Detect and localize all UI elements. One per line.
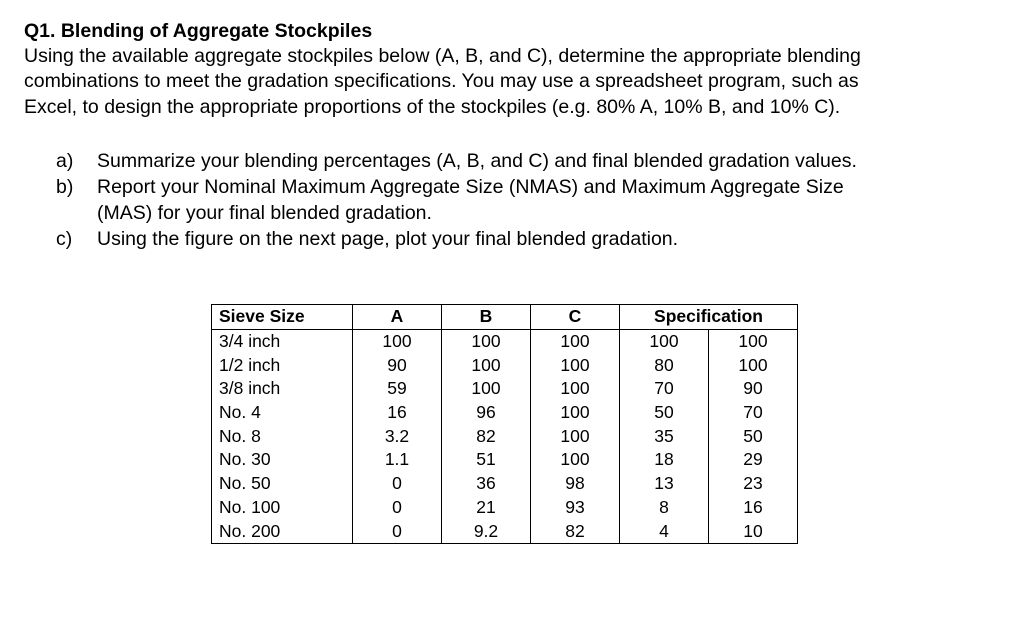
intro-line: combinations to meet the gradation specifications. You may use a spreadsheet program, such as <box>24 70 859 93</box>
b-cell: 21 <box>442 496 531 520</box>
c-cell: 98 <box>531 472 620 496</box>
task-b <box>56 174 857 226</box>
sieve-size-cell: No. 8 <box>212 424 353 448</box>
spec-max-cell: 23 <box>709 472 798 496</box>
task-marker: b) <box>56 176 74 198</box>
sieve-size-cell: 3/4 inch <box>212 329 353 353</box>
a-cell: 1.1 <box>353 448 442 472</box>
sieve-size-cell: 3/8 inch <box>212 377 353 401</box>
spec-max-cell: 50 <box>709 424 798 448</box>
spec-min-cell: 13 <box>620 472 709 496</box>
spec-min-cell: 80 <box>620 353 709 377</box>
c-cell: 93 <box>531 496 620 520</box>
task-marker: c) <box>56 228 73 250</box>
table-row <box>212 424 798 448</box>
table-row <box>212 401 798 425</box>
task-line: Summarize your blending percentages (A, B, and C) and final blended gradation values. <box>97 150 857 172</box>
a-cell: 90 <box>353 353 442 377</box>
a-cell: 0 <box>353 472 442 496</box>
sieve-size-cell: No. 30 <box>212 448 353 472</box>
a-cell: 0 <box>353 519 442 543</box>
c-cell: 100 <box>531 401 620 425</box>
gradation-table <box>211 304 798 544</box>
b-cell: 51 <box>442 448 531 472</box>
task-line: Using the figure on the next page, plot your final blended gradation. <box>97 228 679 250</box>
c-cell: 100 <box>531 377 620 401</box>
spec-min-cell: 4 <box>620 519 709 543</box>
b-cell: 96 <box>442 401 531 425</box>
sieve-size-cell: No. 50 <box>212 472 353 496</box>
spec-max-cell: 10 <box>709 519 798 543</box>
task-line: (MAS) for your final blended gradation. <box>97 202 432 224</box>
spec-min-cell: 35 <box>620 424 709 448</box>
spec-max-cell: 100 <box>709 353 798 377</box>
sieve-size-cell: 1/2 inch <box>212 353 353 377</box>
a-cell: 16 <box>353 401 442 425</box>
question-title: Q1. Blending of Aggregate Stockpiles <box>24 20 373 42</box>
task-line: Report your Nominal Maximum Aggregate Size (NMAS) and Maximum Aggregate Size <box>97 176 844 198</box>
intro-line: Using the available aggregate stockpiles below (A, B, and C), determine the appropriate blending <box>24 45 861 67</box>
header-c: C <box>531 305 620 330</box>
spec-min-cell: 18 <box>620 448 709 472</box>
b-cell: 36 <box>442 472 531 496</box>
sieve-size-cell: No. 200 <box>212 519 353 543</box>
table-row <box>212 377 798 401</box>
c-cell: 82 <box>531 519 620 543</box>
table-row <box>212 329 798 353</box>
spec-min-cell: 50 <box>620 401 709 425</box>
spec-max-cell: 90 <box>709 377 798 401</box>
task-a <box>56 148 857 174</box>
task-marker: a) <box>56 150 74 172</box>
c-cell: 100 <box>531 329 620 353</box>
sieve-size-cell: No. 100 <box>212 496 353 520</box>
table-header-row <box>212 305 798 330</box>
spec-min-cell: 70 <box>620 377 709 401</box>
b-cell: 100 <box>442 377 531 401</box>
a-cell: 0 <box>353 496 442 520</box>
spec-max-cell: 29 <box>709 448 798 472</box>
header-b: B <box>442 305 531 330</box>
b-cell: 100 <box>442 329 531 353</box>
b-cell: 9.2 <box>442 519 531 543</box>
spec-max-cell: 70 <box>709 401 798 425</box>
table-row <box>212 472 798 496</box>
spec-max-cell: 100 <box>709 329 798 353</box>
table-row <box>212 519 798 543</box>
task-list <box>56 148 857 252</box>
spec-min-cell: 100 <box>620 329 709 353</box>
intro-paragraph <box>24 44 861 120</box>
c-cell: 100 <box>531 448 620 472</box>
spec-min-cell: 8 <box>620 496 709 520</box>
a-cell: 3.2 <box>353 424 442 448</box>
table-row <box>212 353 798 377</box>
table-row <box>212 448 798 472</box>
spec-max-cell: 16 <box>709 496 798 520</box>
table-row <box>212 496 798 520</box>
sieve-size-cell: No. 4 <box>212 401 353 425</box>
c-cell: 100 <box>531 353 620 377</box>
a-cell: 100 <box>353 329 442 353</box>
b-cell: 100 <box>442 353 531 377</box>
a-cell: 59 <box>353 377 442 401</box>
header-specification: Specification <box>620 305 798 330</box>
task-c <box>56 226 857 252</box>
header-sieve-size: Sieve Size <box>212 305 353 330</box>
b-cell: 82 <box>442 424 531 448</box>
c-cell: 100 <box>531 424 620 448</box>
header-a: A <box>353 305 442 330</box>
intro-line: Excel, to design the appropriate proportions of the stockpiles (e.g. 80% A, 10% B, and 10% C). <box>24 95 841 118</box>
